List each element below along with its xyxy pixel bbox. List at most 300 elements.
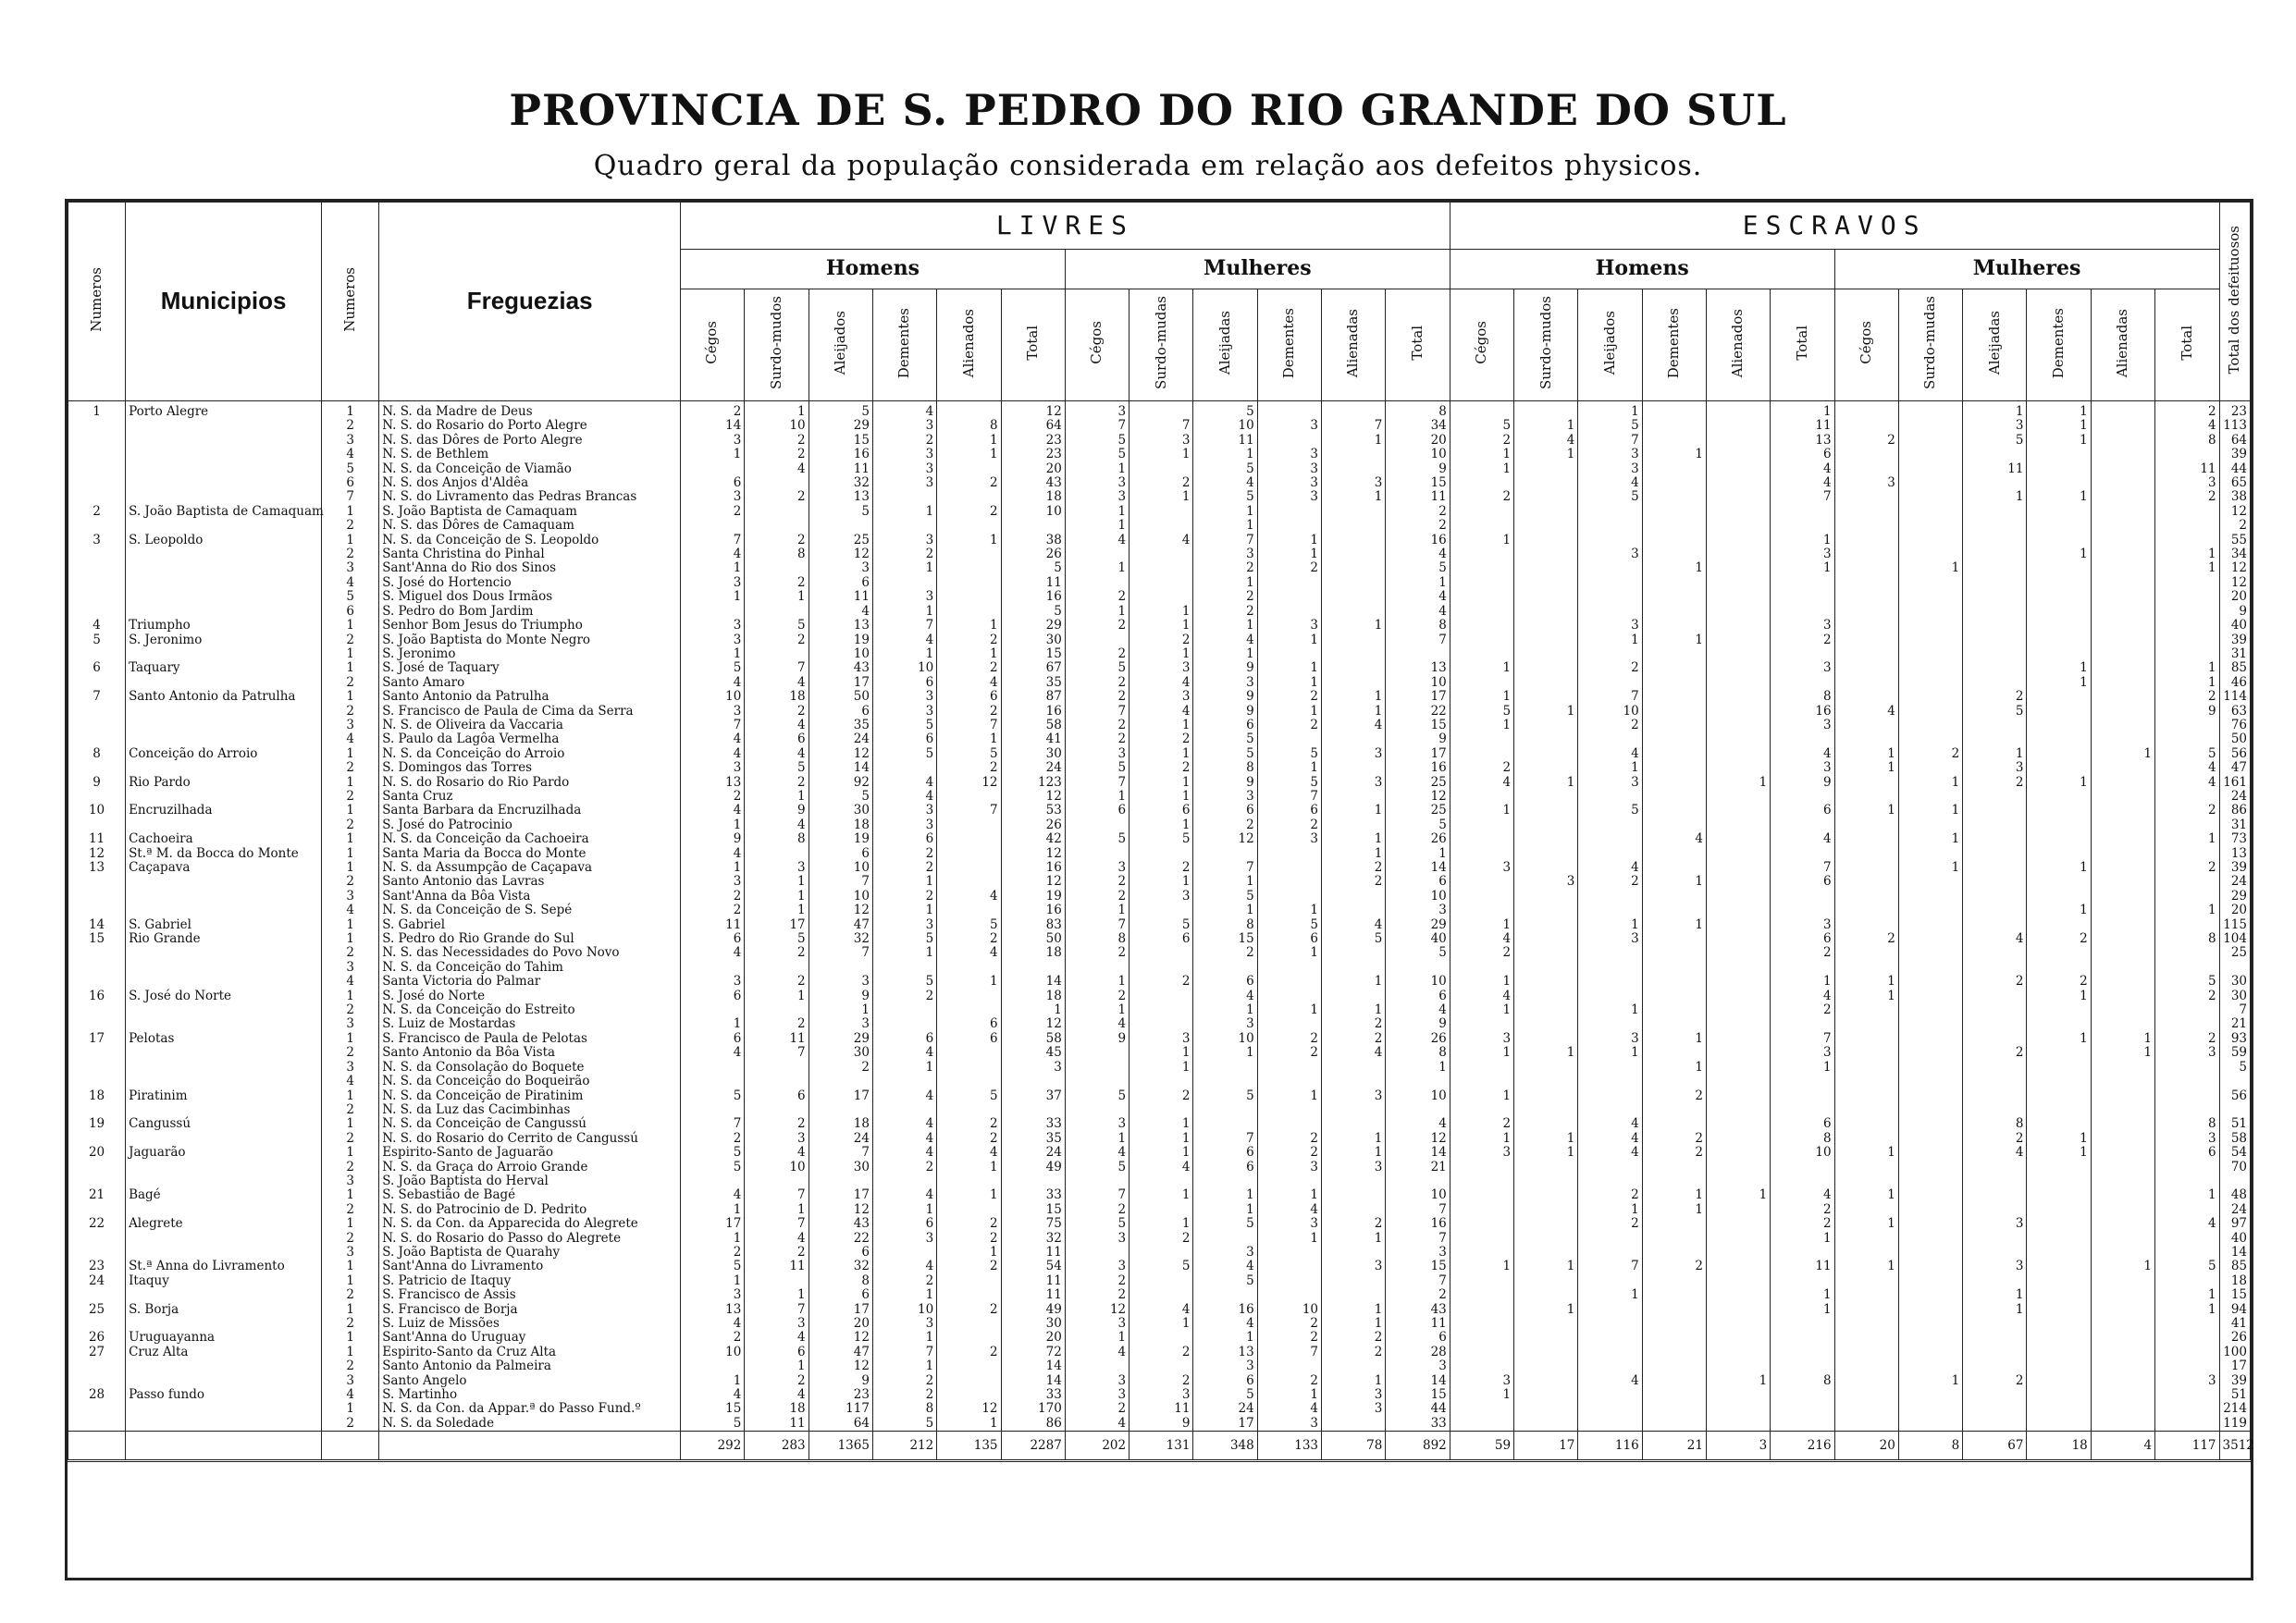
value-cell: 10 [1386,975,1450,989]
column-header: Alienadas [1322,289,1386,401]
value-cell: 17 [1386,747,1450,761]
value-cell [1771,904,1834,917]
value-cell: 3 [1257,419,1321,433]
value-cell: 4 [872,1146,936,1160]
value-cell: 3 [1514,875,1578,889]
value-cell: 3 [872,804,936,818]
value-cell [745,961,809,975]
value-cell [2027,719,2091,732]
value-cell [2027,1003,2091,1017]
municipio-name [126,1161,322,1174]
value-cell [2027,1217,2091,1231]
value-cell: 2 [2027,975,2091,989]
value-cell [937,818,1001,832]
value-cell: 3 [1771,761,1834,775]
value-cell: 15 [1386,1260,1450,1273]
value-cell [1257,975,1321,989]
value-cell [1322,890,1386,904]
value-cell [1642,519,1706,533]
value-cell [1834,1374,1898,1388]
value-cell: 5 [1386,561,1450,575]
value-cell: 2 [937,1260,1001,1273]
value-cell [1963,890,2027,904]
value-cell: 7 [809,946,872,960]
value-cell [2155,818,2219,832]
freguezia-number: 5 [322,462,379,476]
value-cell [1129,1359,1193,1373]
value-cell [1642,1359,1706,1373]
value-cell: 2 [937,505,1001,519]
value-cell [1834,661,1898,675]
value-cell: 38 [1001,534,1065,547]
value-cell: 3 [681,619,745,633]
value-cell: 1 [2155,1303,2219,1317]
value-cell [1257,861,1321,875]
value-cell: 1 [1898,804,1962,818]
value-cell [1771,818,1834,832]
value-cell: 4 [1771,990,1834,1003]
value-cell [2091,561,2154,575]
value-cell: 1 [1963,401,2027,420]
value-cell: 63 [2219,705,2250,719]
value-cell: 3 [872,590,936,604]
freguezia-name: N. S. de Oliveira da Vaccaria [379,719,681,732]
value-cell: 2 [1771,1217,1834,1231]
value-cell [1963,619,2027,633]
value-cell: 1 [1322,434,1386,448]
value-cell: 1 [1450,462,1513,476]
value-cell: 9 [2155,705,2219,719]
municipio-name [126,732,322,746]
value-cell: 16 [1386,1217,1450,1231]
value-cell [2027,1417,2091,1432]
value-cell: 2 [1386,505,1450,519]
value-cell: 1 [2027,990,2091,1003]
value-cell: 4 [1322,719,1386,732]
value-cell [1514,1232,1578,1246]
value-cell [1771,1246,1834,1260]
value-cell: 1 [1065,1132,1129,1146]
value-cell: 2 [1257,561,1321,575]
value-cell: 4 [872,1046,936,1060]
value-cell: 55 [2219,534,2250,547]
table-row [68,904,2251,917]
value-cell: 1 [1193,904,1257,917]
table-row [68,1032,2251,1046]
value-cell: 11 [681,918,745,932]
value-cell: 1 [681,818,745,832]
value-cell [1898,705,1962,719]
freguezia-number: 1 [322,401,379,420]
value-cell: 1 [1514,776,1578,790]
total-cell: 17 [1514,1432,1578,1461]
value-cell [1257,1174,1321,1188]
value-cell [1898,946,1962,960]
value-cell [1834,1288,1898,1302]
value-cell: 7 [1771,490,1834,504]
value-cell [1706,1260,1770,1273]
value-cell: 4 [1257,1203,1321,1217]
municipio-name [126,605,322,619]
value-cell [1514,818,1578,832]
value-cell [1257,1103,1321,1117]
value-cell: 2 [1257,1374,1321,1388]
value-cell [2155,1359,2219,1373]
value-cell: 3 [1834,476,1898,490]
value-cell: 15 [681,1402,745,1416]
value-cell [2155,1274,2219,1288]
value-cell: 4 [1193,1317,1257,1331]
municipio-name [126,1017,322,1031]
value-cell [809,1103,872,1117]
value-cell: 7 [745,1046,809,1060]
value-cell: 3 [681,633,745,647]
municipio-name: S. Gabriel [126,918,322,932]
value-cell [1834,847,1898,861]
value-cell [2091,904,2154,917]
value-cell [2091,605,2154,619]
value-cell: 1 [1129,490,1193,504]
value-cell: 4 [1193,476,1257,490]
value-cell [1898,647,1962,661]
value-cell [1963,1203,2027,1217]
municipio-name: Caçapava [126,861,322,875]
value-cell [2091,448,2154,461]
value-cell [1642,1402,1706,1416]
value-cell: 1 [937,975,1001,989]
value-cell [1129,904,1193,917]
value-cell: 2 [1065,690,1129,704]
value-cell: 4 [1129,705,1193,719]
value-cell: 2 [1642,1132,1706,1146]
value-cell [1322,647,1386,661]
value-cell [2091,547,2154,561]
freguezia-number: 1 [322,534,379,547]
value-cell [872,961,936,975]
value-cell: 1 [1193,619,1257,633]
value-cell [1450,1017,1513,1031]
value-cell [2027,1402,2091,1416]
value-cell: 5 [937,1089,1001,1103]
value-cell [1834,647,1898,661]
value-cell [937,576,1001,590]
value-cell [2027,890,2091,904]
value-cell: 4 [1771,747,1834,761]
value-cell [1706,1317,1770,1331]
value-cell [1450,619,1513,633]
value-cell: 17 [1386,690,1450,704]
value-cell: 11 [809,462,872,476]
value-cell: 26 [1386,1032,1450,1046]
value-cell: 2 [872,547,936,561]
value-cell [1578,590,1642,604]
value-cell [681,1359,745,1373]
municipio-number: 15 [68,932,126,946]
value-cell: 1 [1322,1146,1386,1160]
value-cell: 8 [872,1402,936,1416]
value-cell: 5 [681,1417,745,1432]
value-cell [2091,946,2154,960]
value-cell: 47 [2219,761,2250,775]
value-cell: 4 [937,946,1001,960]
value-cell: 3 [809,1017,872,1031]
value-cell [1963,633,2027,647]
value-cell: 1 [1322,490,1386,504]
value-cell [1578,519,1642,533]
municipio-name: St.ª M. da Bocca do Monte [126,847,322,861]
value-cell [2027,1317,2091,1331]
value-cell [1450,401,1513,420]
value-cell: 4 [1065,1417,1129,1432]
value-cell: 3 [1193,1359,1257,1373]
value-cell: 2 [1065,719,1129,732]
value-cell: 2 [2155,861,2219,875]
column-header: Cégos [681,289,745,401]
value-cell: 5 [1578,419,1642,433]
value-cell: 5 [2155,747,2219,761]
municipio-name: Pelotas [126,1032,322,1046]
municipio-name: Encruzilhada [126,804,322,818]
value-cell [1963,1359,2027,1373]
value-cell: 1 [1322,1374,1386,1388]
value-cell [1257,1359,1321,1373]
value-cell: 3 [1257,619,1321,633]
value-cell: 2 [2155,690,2219,704]
value-cell [2027,747,2091,761]
column-header: Cégos [1450,289,1513,401]
value-cell: 5 [872,747,936,761]
value-cell [1642,462,1706,476]
municipio-number [68,1402,126,1416]
value-cell [2091,462,2154,476]
value-cell [1706,576,1770,590]
value-cell [2027,633,2091,647]
value-cell: 8 [1065,932,1129,946]
value-cell [2027,505,2091,519]
value-cell: 5 [937,747,1001,761]
value-cell [1834,490,1898,504]
value-cell [2091,633,2154,647]
value-cell [1706,719,1770,732]
value-cell: 10 [809,861,872,875]
freguezia-number: 1 [322,619,379,633]
value-cell [1322,462,1386,476]
value-cell: 11 [1001,1274,1065,1288]
municipio-number: 1 [68,401,126,420]
freguezia-name: N. S. da Luz das Cacimbinhas [379,1103,681,1117]
value-cell: 37 [1001,1089,1065,1103]
value-cell: 2 [745,434,809,448]
table-row [68,462,2251,476]
value-cell [2091,1374,2154,1388]
value-cell: 15 [1193,932,1257,946]
value-cell [1898,1132,1962,1146]
value-cell: 23 [809,1388,872,1402]
value-cell: 4 [681,1046,745,1060]
value-cell: 1 [1578,761,1642,775]
value-cell: 34 [2219,547,2250,561]
value-cell: 3 [1257,490,1321,504]
table-row [68,1075,2251,1088]
value-cell: 5 [1065,434,1129,448]
value-cell [1834,918,1898,932]
column-header: Surdo-mudos [745,289,809,401]
table-row [68,1417,2251,1432]
value-cell [1834,1046,1898,1060]
value-cell [1129,576,1193,590]
value-cell [2091,619,2154,633]
freguezia-name: N. S. de Bethlem [379,448,681,461]
value-cell: 1 [1514,448,1578,461]
value-cell: 3 [1129,690,1193,704]
value-cell [1834,1089,1898,1103]
freguezia-number: 4 [322,975,379,989]
value-cell [745,1061,809,1075]
value-cell: 30 [1001,747,1065,761]
value-cell: 18 [809,1117,872,1131]
freguezia-name: Santo Antonio da Palmeira [379,1359,681,1373]
value-cell: 5 [1578,490,1642,504]
value-cell: 2 [1450,1117,1513,1131]
value-cell: 3 [1963,1260,2027,1273]
value-cell: 13 [1386,661,1450,675]
municipio-number [68,605,126,619]
value-cell: 1 [1257,661,1321,675]
value-cell: 1 [2155,561,2219,575]
value-cell [1963,1274,2027,1288]
value-cell [1963,1388,2027,1402]
freguezia-name: N. S. da Con. da Apparecida do Alegrete [379,1217,681,1231]
value-cell: 25 [2219,946,2250,960]
value-cell [1450,1402,1513,1416]
value-cell: 5 [1065,1161,1129,1174]
value-cell: 1 [1322,1303,1386,1317]
municipio-name: Passo fundo [126,1388,322,1402]
value-cell: 1 [1450,719,1513,732]
value-cell: 114 [2219,690,2250,704]
table-row [68,647,2251,661]
value-cell: 1 [1771,1303,1834,1317]
value-cell [937,1103,1001,1117]
value-cell [1706,419,1770,433]
value-cell: 15 [1386,1388,1450,1402]
value-cell: 1 [937,434,1001,448]
value-cell: 1 [1834,990,1898,1003]
value-cell: 1 [1578,633,1642,647]
municipio-name: Cangussú [126,1117,322,1131]
value-cell: 35 [1001,1132,1065,1146]
value-cell [1129,990,1193,1003]
value-cell: 2 [1771,1003,1834,1017]
value-cell: 4 [1065,1017,1129,1031]
freguezia-name: N. S. do Patrocinio de D. Pedrito [379,1203,681,1217]
value-cell: 6 [1257,932,1321,946]
value-cell: 3 [1578,1032,1642,1046]
value-cell: 1 [1322,847,1386,861]
value-cell [1706,401,1770,420]
value-cell [2091,732,2154,746]
value-cell: 7 [1065,918,1129,932]
column-header: Alienados [937,289,1001,401]
value-cell [1834,1388,1898,1402]
value-cell [1578,1274,1642,1288]
value-cell: 1 [1450,1260,1513,1273]
value-cell [1898,462,1962,476]
value-cell: 11 [1001,576,1065,590]
value-cell [1642,1331,1706,1345]
value-cell [2091,690,2154,704]
value-cell [1642,1417,1706,1432]
value-cell [2155,1346,2219,1359]
value-cell [1642,1317,1706,1331]
value-cell: 9 [1771,776,1834,790]
value-cell [1642,661,1706,675]
value-cell: 67 [1001,661,1065,675]
value-cell: 8 [1193,918,1257,932]
municipio-name [126,890,322,904]
value-cell [2091,505,2154,519]
value-cell [1963,818,2027,832]
value-cell: 1 [2027,490,2091,504]
value-cell [1963,647,2027,661]
value-cell: 26 [1001,547,1065,561]
value-cell: 1 [937,1417,1001,1432]
municipio-number: 6 [68,661,126,675]
value-cell: 24 [809,1132,872,1146]
freguezia-name: S. Domingos das Torres [379,761,681,775]
freguezia-number: 3 [322,1061,379,1075]
value-cell [1450,647,1513,661]
value-cell [1834,1346,1898,1359]
value-cell [1963,1232,2027,1246]
value-cell: 18 [1001,490,1065,504]
municipio-name [126,1103,322,1117]
value-cell [2091,476,2154,490]
value-cell [1963,861,2027,875]
value-cell: 3 [1065,1232,1129,1246]
value-cell: 4 [2155,1217,2219,1231]
value-cell: 5 [1963,434,2027,448]
value-cell: 4 [872,1089,936,1103]
value-cell [1514,1017,1578,1031]
value-cell [1706,1075,1770,1088]
value-cell: 1 [1578,1046,1642,1060]
value-cell [1706,519,1770,533]
value-cell [1834,1061,1898,1075]
value-cell [1065,633,1129,647]
value-cell [2091,1117,2154,1131]
value-cell: 3 [1065,401,1129,420]
value-cell: 2 [1578,719,1642,732]
table-row [68,1317,2251,1331]
value-cell: 5 [1257,918,1321,932]
value-cell [1706,1246,1770,1260]
value-cell: 6 [1193,1146,1257,1160]
value-cell [1001,1075,1065,1088]
value-cell [1834,419,1898,433]
value-cell [1129,1288,1193,1302]
value-cell: 6 [1771,932,1834,946]
value-cell [1514,1217,1578,1231]
value-cell [745,847,809,861]
value-cell [1642,619,1706,633]
municipio-number: 4 [68,619,126,633]
value-cell: 2 [1065,732,1129,746]
column-header: Aleijadas [1193,289,1257,401]
value-cell: 12 [809,747,872,761]
value-cell [1065,1246,1129,1260]
value-cell [937,1046,1001,1060]
